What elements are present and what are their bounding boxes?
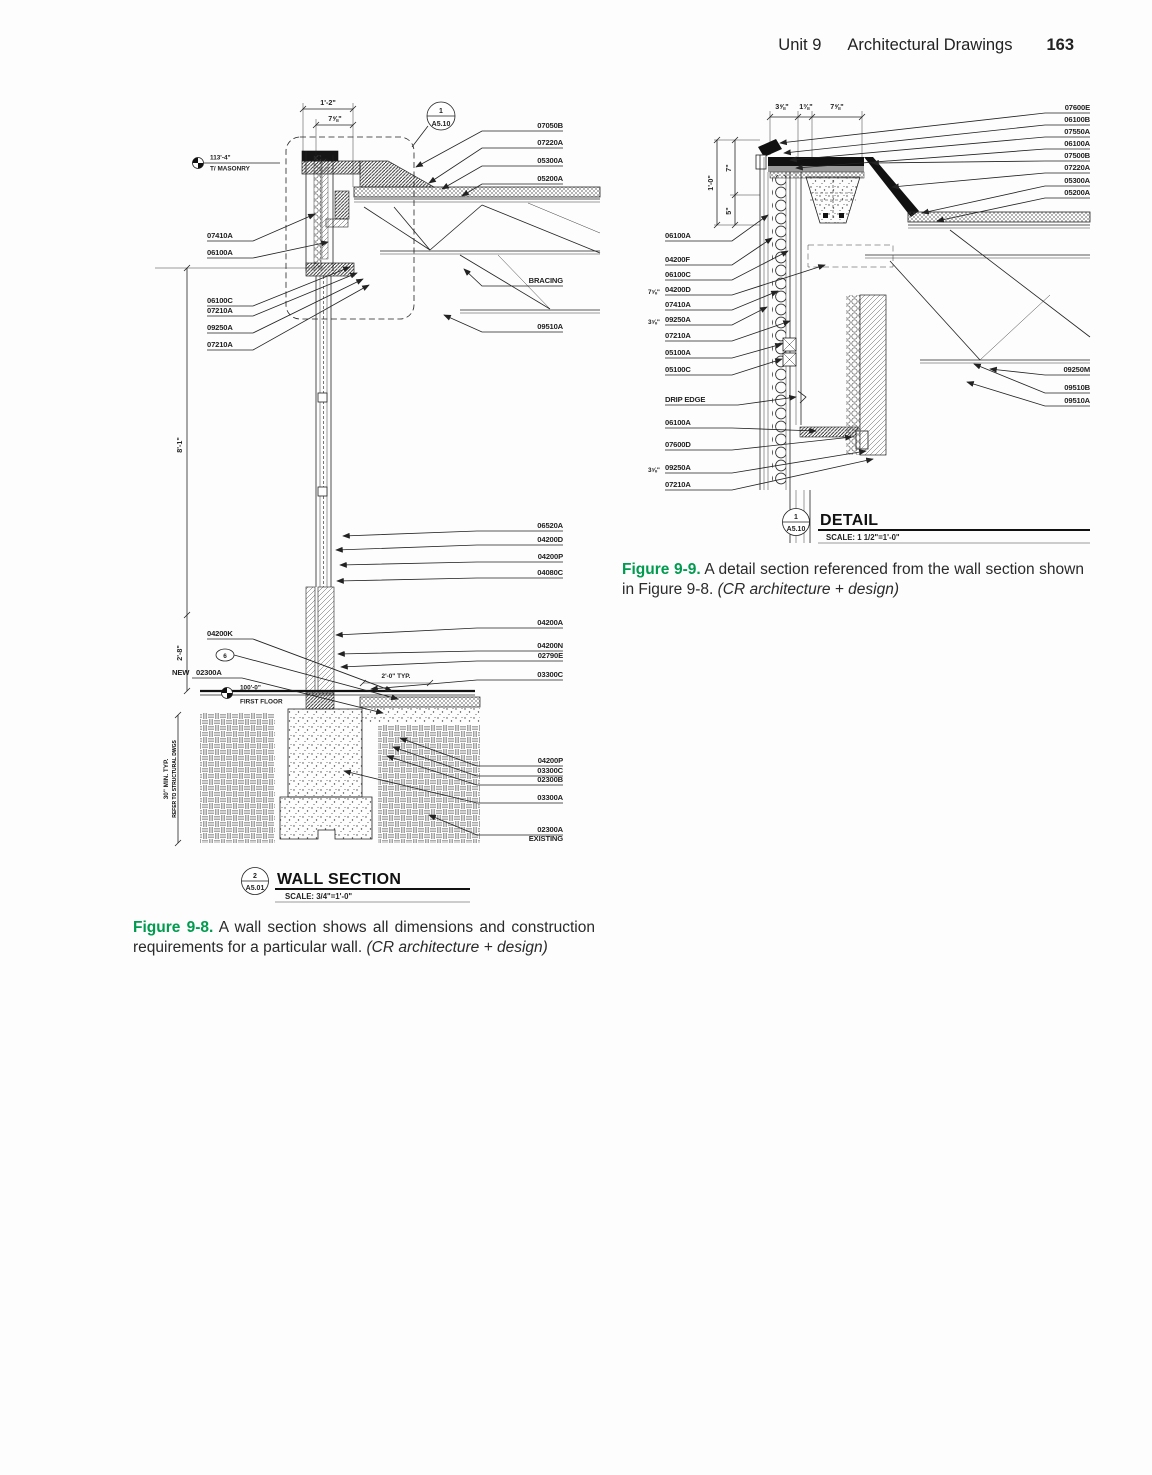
caption-text: A wall section shows all dimensions and construction requirements for a particular wall. [133,919,595,957]
title-bubble-sheet: A5.01 [245,885,265,892]
callout-label: 07600E [1064,103,1090,112]
dim-refer-note: REFER TO STRUCTURAL DWGS [172,740,178,818]
dim-7-58: 7⅝" [830,102,844,111]
elev-floor-name: FIRST FLOOR [240,698,283,706]
dim-3-58: 3⅝" [775,102,789,111]
callout-sheet: A5.10 [431,121,451,128]
callout-label: 06100A [665,418,691,427]
dim-1-0: 1'-0" [706,175,715,191]
callout-label: 06100C [207,296,233,305]
dim-8-1: 8'-1" [175,437,184,453]
callout-label: 05200A [1064,188,1090,197]
callout-label: 06520A [537,521,563,530]
callout-label: 07410A [665,300,691,309]
elevation-marker-masonry [193,155,281,173]
callout-label: 09250A [207,323,233,332]
drawing-scale: SCALE: 3/4"=1'-0" [285,892,353,901]
caption-label: Figure 9-9. [622,561,701,578]
figure-9-8-caption [133,918,595,959]
callout-label: 05300A [1064,176,1090,185]
callout-label: 04200A [537,618,563,627]
callout-label: EXISTING [528,834,563,843]
figure-9-9 [620,95,1090,550]
callout-label: 04200P [537,552,563,561]
callout-label: 09510A [1064,396,1090,405]
floor-footing [200,691,480,843]
page-header [778,36,1074,55]
detail-drawing [620,95,1090,550]
dim-2-0-typ: 2'-0" TYP. [381,673,411,680]
callout-label: 06100B [1064,115,1090,124]
callout-label: 04200N [537,641,563,650]
caption-credit: (CR architecture + design) [366,939,548,957]
callout-label: 07210A [665,331,691,340]
callout-label: DRIP EDGE [665,395,706,404]
callout-label: 05200A [537,174,563,183]
labels-left [207,214,369,350]
callout-label: 07220A [1064,163,1090,172]
callout-label: 07550A [1064,127,1090,136]
detail-roof [756,139,1090,228]
caption-label: Figure 9-8. [133,919,214,936]
chapter-title: Architectural Drawings [847,36,1013,54]
figure-9-9-caption [622,560,1084,601]
figure-9-8 [130,95,600,907]
detail-title-block [783,509,1091,544]
wall-assembly [306,151,354,709]
detail-dimensions-left [706,137,760,228]
callout-label: 02300B [537,775,563,784]
page-number: 163 [1046,36,1074,54]
callout-label: 04080C [537,568,563,577]
dim-prefix: 7⅝" [648,289,660,296]
unit-label: Unit 9 [778,36,822,54]
drawing-scale: SCALE: 1 1/2"=1'-0" [826,533,900,542]
dim-2-8: 2'-8" [175,645,184,661]
callout-label: 07220A [537,138,563,147]
title-bubble-number: 1 [794,514,798,521]
detail-dimensions-top [767,102,865,163]
callout-label: 09510B [1064,383,1090,392]
callout-number: 1 [439,108,443,115]
callout-label: 09510A [537,322,563,331]
callout-label: 07500B [1064,151,1090,160]
elev-top-value: 113'-4" [210,154,231,162]
callout-label: 07600D [665,440,691,449]
callout-label: 07210A [665,480,691,489]
callout-label: 02300A [537,825,563,834]
elev-floor-value: 100'-0" [240,684,261,692]
dim-5: 5" [724,207,733,215]
title-bubble-sheet: A5.10 [786,526,806,533]
callout-label: 05100C [665,365,691,374]
detail-labels-right-low [967,364,1091,406]
caption-credit: (CR architecture + design) [717,581,899,599]
callout-label: 03300C [537,766,563,775]
keynote-bubble: 6 [223,653,227,660]
dim-7-58: 7⅝" [328,114,342,123]
dim-1-2: 1'-2" [320,98,336,107]
drawing-title: WALL SECTION [277,871,402,888]
detail-callout [286,102,455,319]
callout-label: 05300A [537,156,563,165]
dim-30-min: 30" MIN. TYP. [163,758,170,800]
callout-label: 09250A [665,315,691,324]
detail-labels-left [648,215,873,490]
elev-top-name: T/ MASONRY [210,165,250,173]
dim-7: 7" [724,164,733,172]
title-bubble-number: 2 [253,873,257,880]
callout-label: 07210A [207,340,233,349]
dim-prefix: 3⅝" [648,467,660,474]
callout-label: 07050B [537,121,563,130]
dim-1-38: 1⅜" [799,102,813,111]
callout-label: 03300A [537,793,563,802]
callout-label: 06100A [1064,139,1090,148]
callout-label: 06100A [207,248,233,257]
caption-text: A detail section referenced from the wall section shown in Figure 9-8. [622,561,1084,599]
dim-prefix: 3⅝" [648,319,660,326]
drawing-title-block [242,868,471,903]
callout-label: 04200D [537,535,563,544]
callout-label: 09250A [665,463,691,472]
callout-label: 06100C [665,270,691,279]
wall-section-drawing [130,95,600,907]
callout-label: 04200F [665,255,690,264]
callout-label: 04200P [537,756,563,765]
callout-label: 07210A [207,306,233,315]
callout-label: 04200D [665,285,691,294]
drawing-title: DETAIL [820,512,879,529]
callout-label: 02300A [196,668,222,677]
callout-label: 03300C [537,670,563,679]
callout-label: 07410A [207,231,233,240]
labels-mid-right [336,521,564,689]
new-prefix: NEW [172,668,190,677]
callout-label: 02790E [537,651,563,660]
callout-label: BRACING [528,276,563,285]
callout-label: 09250M [1063,365,1090,374]
callout-label: 05100A [665,348,691,357]
callout-label: 06100A [665,231,691,240]
callout-label: 04200K [207,629,233,638]
